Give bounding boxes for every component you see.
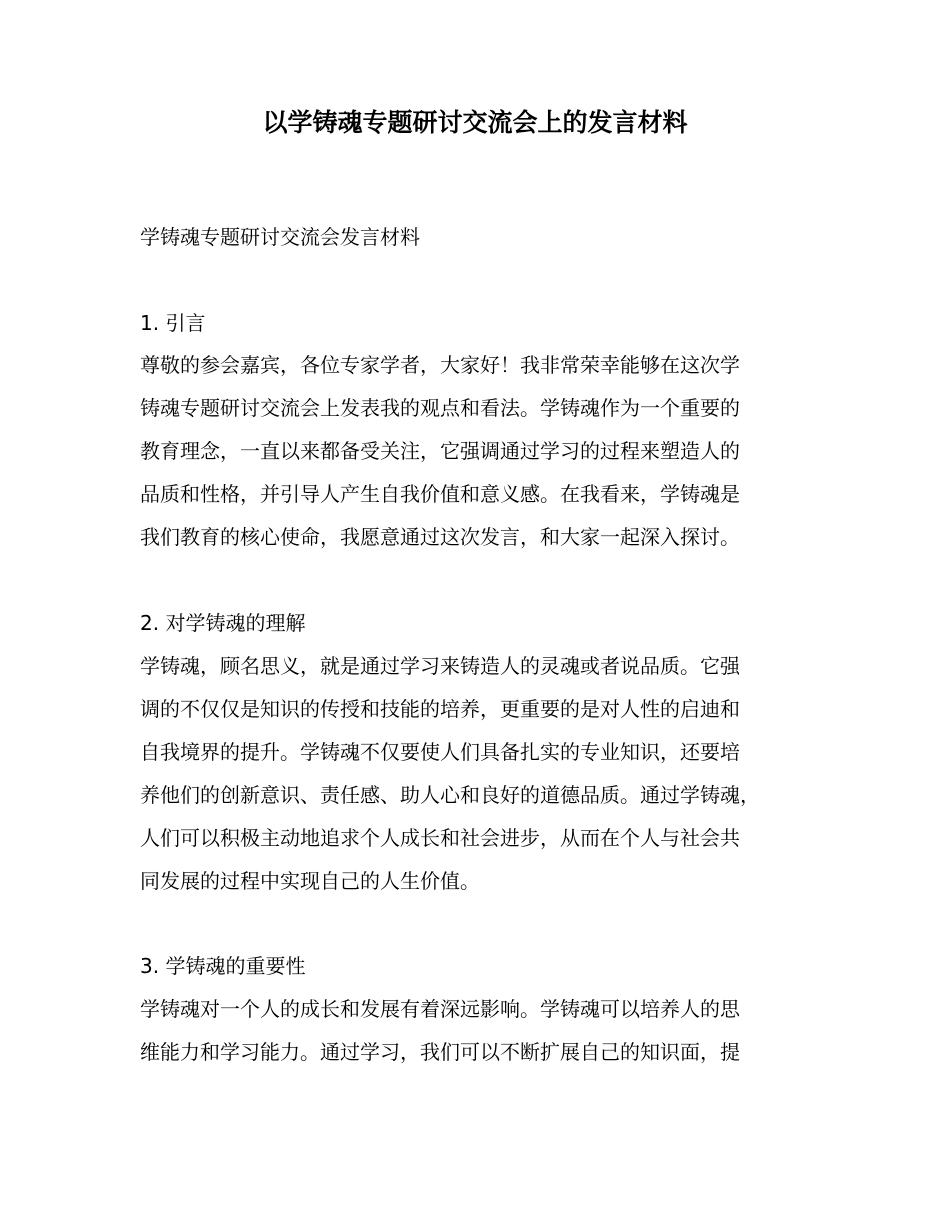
document-subtitle: 学铸魂专题研讨交流会发言材料 — [140, 225, 420, 249]
paragraph-line: 同发展的过程中实现自己的人生价值。 — [140, 869, 480, 893]
section-heading-intro: 1. 引言 — [140, 311, 206, 335]
paragraph-line: 铸魂专题研讨交流会上发表我的观点和看法。学铸魂作为一个重要的 — [140, 396, 740, 420]
paragraph-line: 品质和性格，并引导人产生自我价值和意义感。在我看来，学铸魂是 — [140, 482, 740, 506]
paragraph-line: 维能力和学习能力。通过学习，我们可以不断扩展自己的知识面，提 — [140, 1040, 740, 1064]
paragraph-line: 教育理念，一直以来都备受关注，它强调通过学习的过程来塑造人的 — [140, 439, 740, 463]
paragraph-line: 养他们的创新意识、责任感、助人心和良好的道德品质。通过学铸魂， — [140, 783, 760, 807]
document-title: 以学铸魂专题研讨交流会上的发言材料 — [262, 108, 688, 137]
paragraph-line: 学铸魂对一个人的成长和发展有着深远影响。学铸魂可以培养人的思 — [140, 997, 740, 1021]
paragraph-line: 我们教育的核心使命，我愿意通过这次发言，和大家一起深入探讨。 — [140, 525, 740, 549]
paragraph-line: 调的不仅仅是知识的传授和技能的培养，更重要的是对人性的启迪和 — [140, 697, 740, 721]
section-heading-importance: 3. 学铸魂的重要性 — [140, 954, 306, 978]
paragraph-line: 自我境界的提升。学铸魂不仅要使人们具备扎实的专业知识，还要培 — [140, 740, 740, 764]
paragraph-line: 学铸魂，顾名思义，就是通过学习来铸造人的灵魂或者说品质。它强 — [140, 654, 740, 678]
paragraph-line: 人们可以积极主动地追求个人成长和社会进步，从而在个人与社会共 — [140, 826, 740, 850]
section-heading-understanding: 2. 对学铸魂的理解 — [140, 611, 306, 635]
paragraph-line: 尊敬的参会嘉宾，各位专家学者，大家好！我非常荣幸能够在这次学 — [140, 353, 740, 377]
